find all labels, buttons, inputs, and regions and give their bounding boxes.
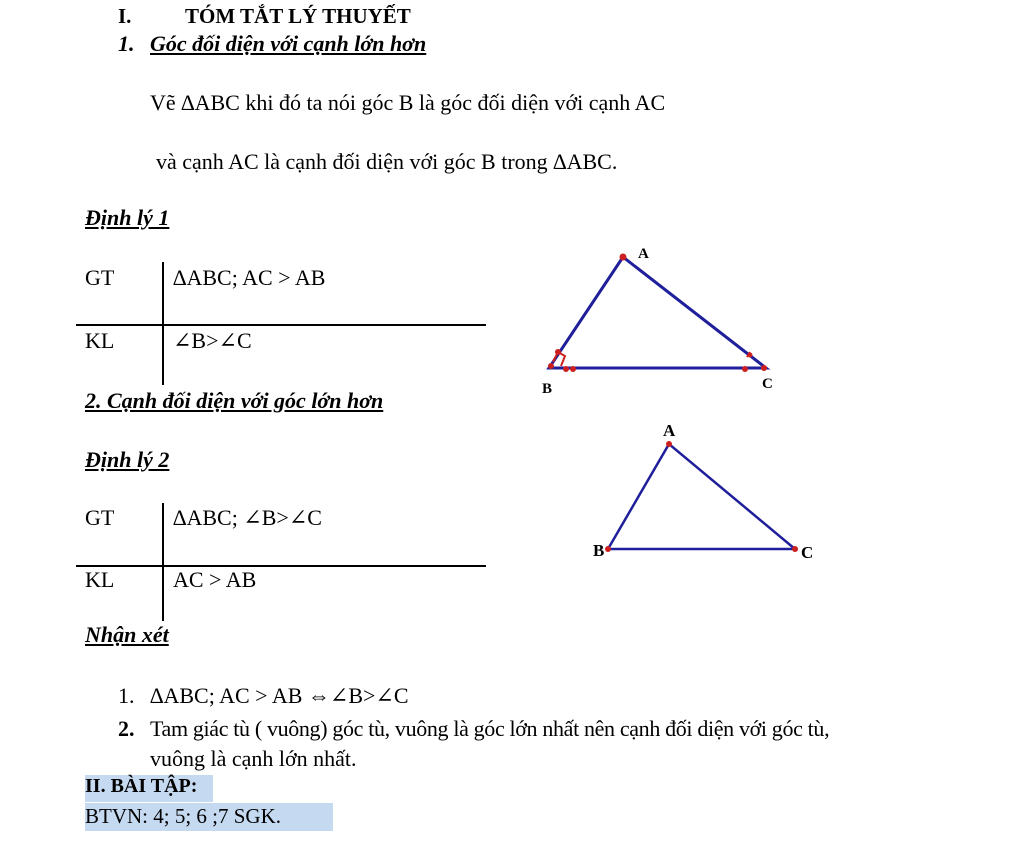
- gt-value-2: ∆ABC; ∠B>∠C: [173, 505, 322, 530]
- fig1-label-a: A: [638, 246, 649, 262]
- gt-label-2: GT: [85, 505, 115, 530]
- subsection-2-title: 2. Cạnh đối diện với góc lớn hơn: [85, 388, 384, 413]
- fig1-label-b: B: [542, 381, 553, 397]
- gt-label: GT: [85, 265, 115, 290]
- fig2-label-b: B: [593, 541, 605, 560]
- theorem-1-heading: Định lý 1: [85, 205, 170, 230]
- fig2-label-a: A: [663, 421, 676, 440]
- remark-item-number: 2.: [118, 716, 135, 741]
- theorem-2-heading: Định lý 2: [85, 447, 170, 472]
- subsection-number: 1.: [118, 31, 135, 56]
- fig2-label-c: C: [801, 543, 814, 562]
- exercise-title: II. BÀI TẬP:: [85, 775, 198, 797]
- gt-value: ∆ABC; AC > AB: [173, 265, 326, 290]
- remark-heading: Nhận xét: [85, 622, 169, 647]
- section-title: TÓM TẮT LÝ THUYẾT: [185, 4, 411, 28]
- remark-item-number: 1.: [118, 683, 135, 708]
- triangle-2-shape: [605, 441, 798, 552]
- homework-text: BTVN: 4; 5; 6 ;7 SGK.: [85, 804, 282, 828]
- intro-line-2: và cạnh AC là cạnh đối diện với góc B trong ∆ABC.: [156, 149, 618, 174]
- remark-item-text: Tam giác tù ( vuông) góc tù, vuông là góc lớn nhất nên cạnh đối diện với góc tù,: [150, 716, 830, 741]
- remark-item-text-continued: vuông là cạnh lớn nhất.: [150, 746, 357, 771]
- kl-value-2: AC > AB: [173, 567, 257, 592]
- remark-item-text: ∆ABC; AC > AB ⇔∠B>∠C: [150, 683, 409, 708]
- section-number: I.: [118, 4, 132, 28]
- subsection-title: Góc đối diện với cạnh lớn hơn: [150, 31, 427, 56]
- fig1-label-c: C: [762, 376, 773, 392]
- intro-line-1: Vẽ ∆ABC khi đó ta nói góc B là góc đối diện với cạnh AC: [150, 90, 666, 115]
- kl-label-2: KL: [85, 567, 115, 592]
- kl-label: KL: [85, 328, 115, 353]
- kl-value: ∠B>∠C: [173, 328, 252, 353]
